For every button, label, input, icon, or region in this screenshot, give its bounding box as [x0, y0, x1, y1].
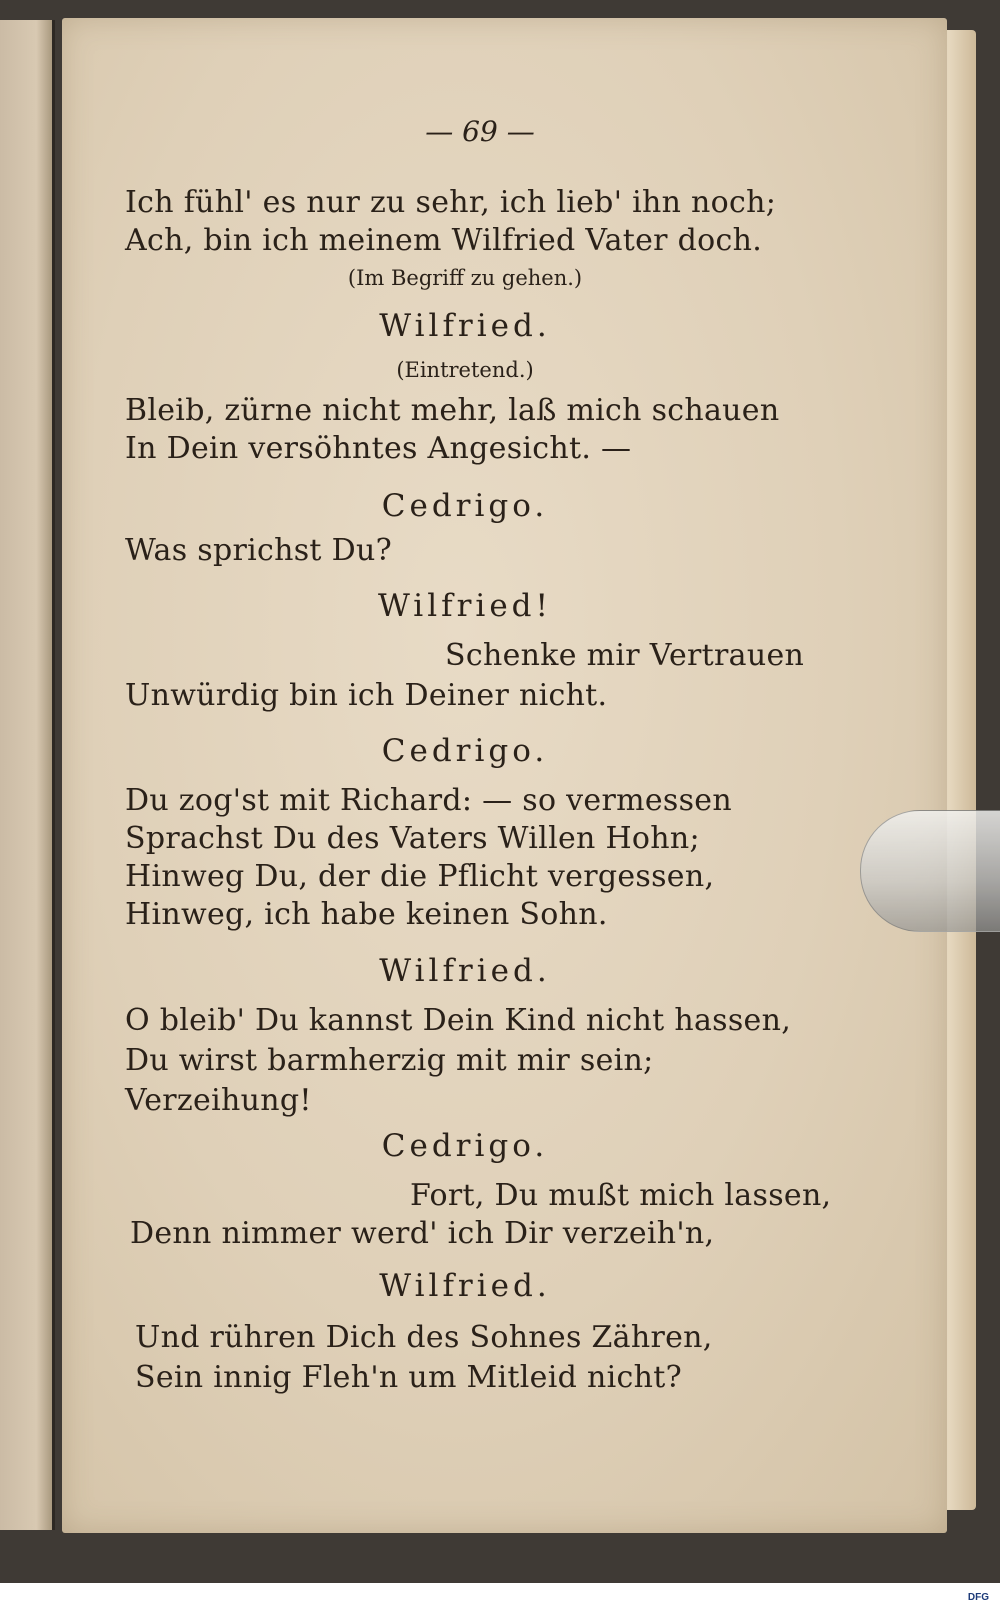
verse-line: Verzeihung!: [125, 1083, 312, 1118]
verse-line: Was sprichst Du?: [125, 533, 392, 568]
speaker-name: Wilfried!: [377, 588, 552, 624]
dfg-logo: DFG: [965, 1591, 992, 1605]
verse-line: In Dein versöhntes Angesicht. —: [125, 431, 632, 466]
verse-line: Hinweg, ich habe keinen Sohn.: [125, 897, 608, 932]
stage-direction: (Eintretend.): [396, 358, 534, 382]
verse-line: Ach, bin ich meinem Wilfried Vater doch.: [125, 223, 763, 258]
speaker-name: Cedrigo.: [381, 1128, 549, 1164]
speaker-name: Wilfried.: [379, 308, 551, 344]
verse-line: Du zog'st mit Richard: — so vermessen: [125, 783, 732, 818]
verse-line: Sprachst Du des Vaters Willen Hohn;: [125, 821, 700, 856]
verse-line: O bleib' Du kannst Dein Kind nicht hassen,: [125, 1003, 792, 1038]
scanner-clip: [860, 810, 1000, 932]
verse-line: Hinweg Du, der die Pflicht vergessen,: [125, 859, 715, 894]
verse-line: Und rühren Dich des Sohnes Zähren,: [135, 1320, 713, 1355]
verse-line: Sein innig Fleh'n um Mitleid nicht?: [135, 1360, 682, 1395]
speaker-name: Wilfried.: [379, 953, 551, 989]
facing-page-edge: [0, 20, 55, 1530]
digitization-credit: [550, 1587, 992, 1607]
verse-line: Schenke mir Vertrauen: [445, 638, 805, 673]
verse-line: Unwürdig bin ich Deiner nicht.: [125, 678, 608, 713]
verse-line: Bleib, zürne nicht mehr, laß mich schauen: [125, 393, 780, 428]
speaker-name: Wilfried.: [379, 1268, 551, 1304]
stage-direction: (Im Begriff zu gehen.): [347, 266, 583, 290]
speaker-name: Cedrigo.: [381, 488, 549, 524]
credit-text: Digitalisierung gefördert durch die Deutsche Forschungsgemeinschaft -: [550, 1590, 961, 1604]
page-number: — 69 —: [425, 115, 535, 148]
verse-line: Denn nimmer werd' ich Dir verzeih'n,: [130, 1216, 715, 1251]
verse-line: Du wirst barmherzig mit mir sein;: [125, 1043, 654, 1078]
verse-line: Ich fühl' es nur zu sehr, ich lieb' ihn noch;: [125, 185, 777, 220]
verse-line: Fort, Du mußt mich lassen,: [410, 1178, 832, 1213]
speaker-name: Cedrigo.: [381, 733, 549, 769]
